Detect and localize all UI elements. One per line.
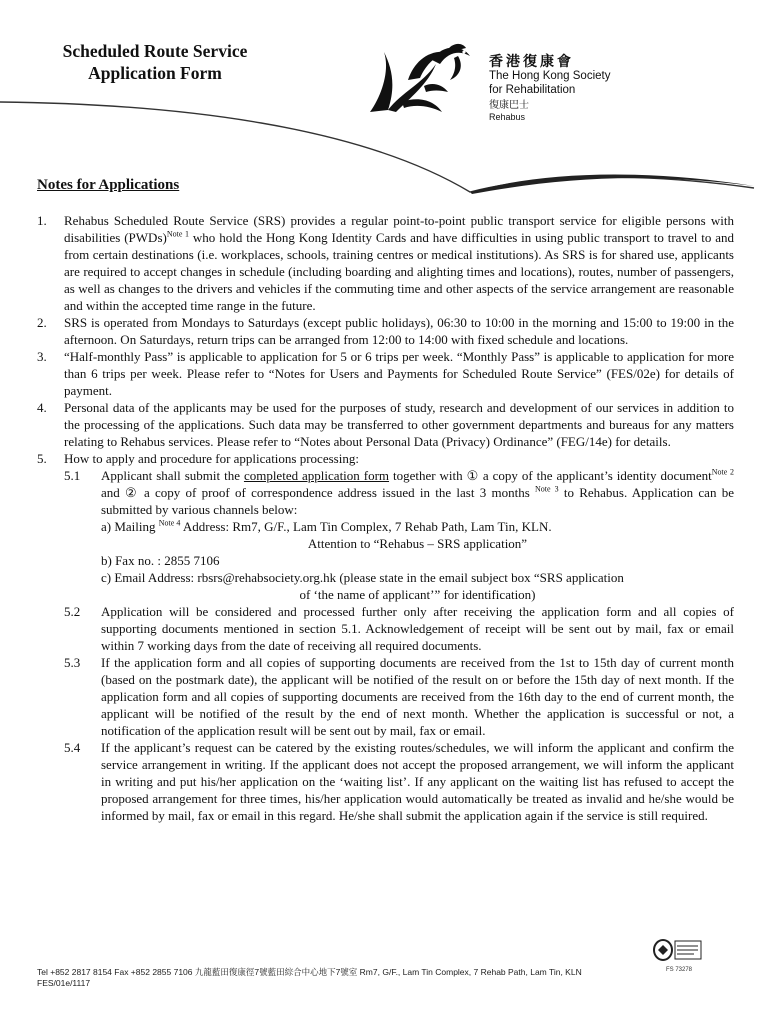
note-ref: Note 1 [166,229,190,239]
page-footer [37,967,582,989]
sub-item-text: If the application form and all copies of supporting documents are received from the 1st to 15th day of current month (based on the postmark date), the applicant will be notified of the result on or before the 15th day of next month. If the application form and all copies of supporting documents are received from the 16th day to the end of current month, the applicant will be notified of the result by the end of next month. Whether the application is successful or not, a notification of the application result will be sent out by mail, fax or email. [101,655,734,738]
email-address: c) Email Address: rbsrs@rehabsociety.org.hk (please state in the email subject box “SRS application [101,570,624,585]
form-title-line2: Application Form [88,63,222,83]
item-text: who hold the Hong Kong Identity Cards and have difficulties in using public transport to travel to and from certain destinations (i.e. workplaces, schools, training centres or medical institutions). As SRS is for shared use, applicants are required to accept changes in schedule (including boarding and alighting times and locations), routes, number of passengers, as well as changes to the drivers and vehicles if the commuting time and other aspects of the service arrangement are reasonable and within the accepted time range in the future. [64,230,734,313]
sub-item-text: and ② a copy of proof of correspondence address issued in the last 3 months [101,485,536,500]
sub-item-5-1 [64,467,734,603]
item-number: 2. [37,315,47,330]
note-item-4 [37,399,734,450]
form-title [40,40,270,84]
sub-item-number: 5.1 [64,468,81,483]
sub-item-5-3 [64,654,734,739]
rehabus-label: Rehabus [489,112,526,122]
rehabus-chinese: 復康巴士 [489,100,529,111]
form-title-line1: Scheduled Route Service [62,41,248,61]
item-number: 3. [37,349,47,364]
certification-mark-icon [652,938,704,966]
footer-contact: Tel +852 2817 8154 Fax +852 2855 7106 九龍藍田復康徑7號藍田綜合中心地下7號室 Rm7, G/F., Lam Tin Complex, 7 Rehab Path, Lam Tin, KLN [37,967,582,977]
mailing-address [101,518,734,535]
sub-item-number: 5.4 [64,740,81,755]
mailing-label: a) Mailing [101,519,159,534]
item-number: 5. [37,451,47,466]
item-number: 4. [37,400,47,415]
sub-item-text: to Rehabus. Application can be submitted by various channels below: [101,485,734,517]
mailing-address-text: Address: Rm7, G/F., Lam Tin Complex, 7 Rehab Path, Lam Tin, KLN. [180,519,552,534]
attention-line: Attention to “Rehabus – SRS application” [307,536,528,551]
notes-heading: Notes for Applications [37,177,180,193]
sub-item-text: Application will be considered and processed further only after receiving the application form and all copies of supporting documents mentioned in section 5.1. Acknowledgement of receipt will be sent out by mail, fax or email within 7 working days from the date of receiving all required documents. [101,604,734,653]
item-text: How to apply and procedure for applications processing: [64,451,359,466]
note-item-1 [37,212,734,314]
sub-item-5-4 [64,739,734,824]
org-name-english-1: The Hong Kong Society [489,70,611,82]
item-number: 1. [37,213,47,228]
note-ref: Note 2 [711,467,734,477]
sub-item-number: 5.2 [64,604,81,619]
sub-item-number: 5.3 [64,655,81,670]
org-name-chinese: 香港復康會 [489,53,574,69]
sub-item-5-2 [64,603,734,654]
email-subject-note: of ‘the name of applicant’” for identification) [299,587,536,602]
note-item-2 [37,314,734,348]
item-text: “Half-monthly Pass” is applicable to application for 5 or 6 trips per week. “Monthly Pass” is applicable to application for more than 6 trips per week. Please refer to “Notes for Users and Payments for Scheduled Route Service” (FES/02e) for details of payment. [64,349,734,398]
note-item-3 [37,348,734,399]
note-ref: Note 3 [535,484,559,494]
completed-form-underlined: completed application form [243,468,390,483]
note-item-5 [37,450,734,824]
item-text: SRS is operated from Mondays to Saturdays (except public holidays), 06:30 to 10:00 in the morning and 15:00 to 19:00 in the afternoon. On Saturdays, return trips can be arranged from 12:00 to 14:00 with fixed schedule and locations. [64,315,734,347]
sub-item-text: together with ① a copy of the applicant’s identity document [389,468,712,483]
sub-item-text: If the applicant’s request can be catered by the existing routes/schedules, we will inform the applicant and confirm the service arrangement in writing. If the applicant does not accept the proposed arrangement, we will inform the applicant in writing and put his/her application on the ‘waiting list’. If any applicant on the waiting list has refused to accept the proposed arrangement for three times, his/her application would automatically be treated as invalid and he/she would be informed by mail, fax or email in this regard. He/she shall submit the application again if the service is still required. [101,740,734,823]
note-ref: Note 4 [158,518,181,528]
sub-item-text: Applicant shall submit the [101,468,244,483]
fax-number: b) Fax no. : 2855 7106 [101,553,220,568]
org-name-english-2: for Rehabilitation [489,83,576,96]
certificate-number: FS 73278 [666,967,693,973]
form-code: FES/01e/1117 [37,978,91,988]
item-text: Rehabus Scheduled Route Service (SRS) provides a regular point-to-point public transport service for eligible persons with disabilities (PWDs) [64,213,734,245]
item-text: Personal data of the applicants may be used for the purposes of study, research and development of our services in addition to the processing of the applications. Such data may be transferred to other government departments and bureaus for any matters relating to Rehabus services. Please refer to “Notes about Personal Data (Privacy) Ordinance” (FEG/14e) for details. [64,400,734,449]
notes-content [37,212,734,824]
